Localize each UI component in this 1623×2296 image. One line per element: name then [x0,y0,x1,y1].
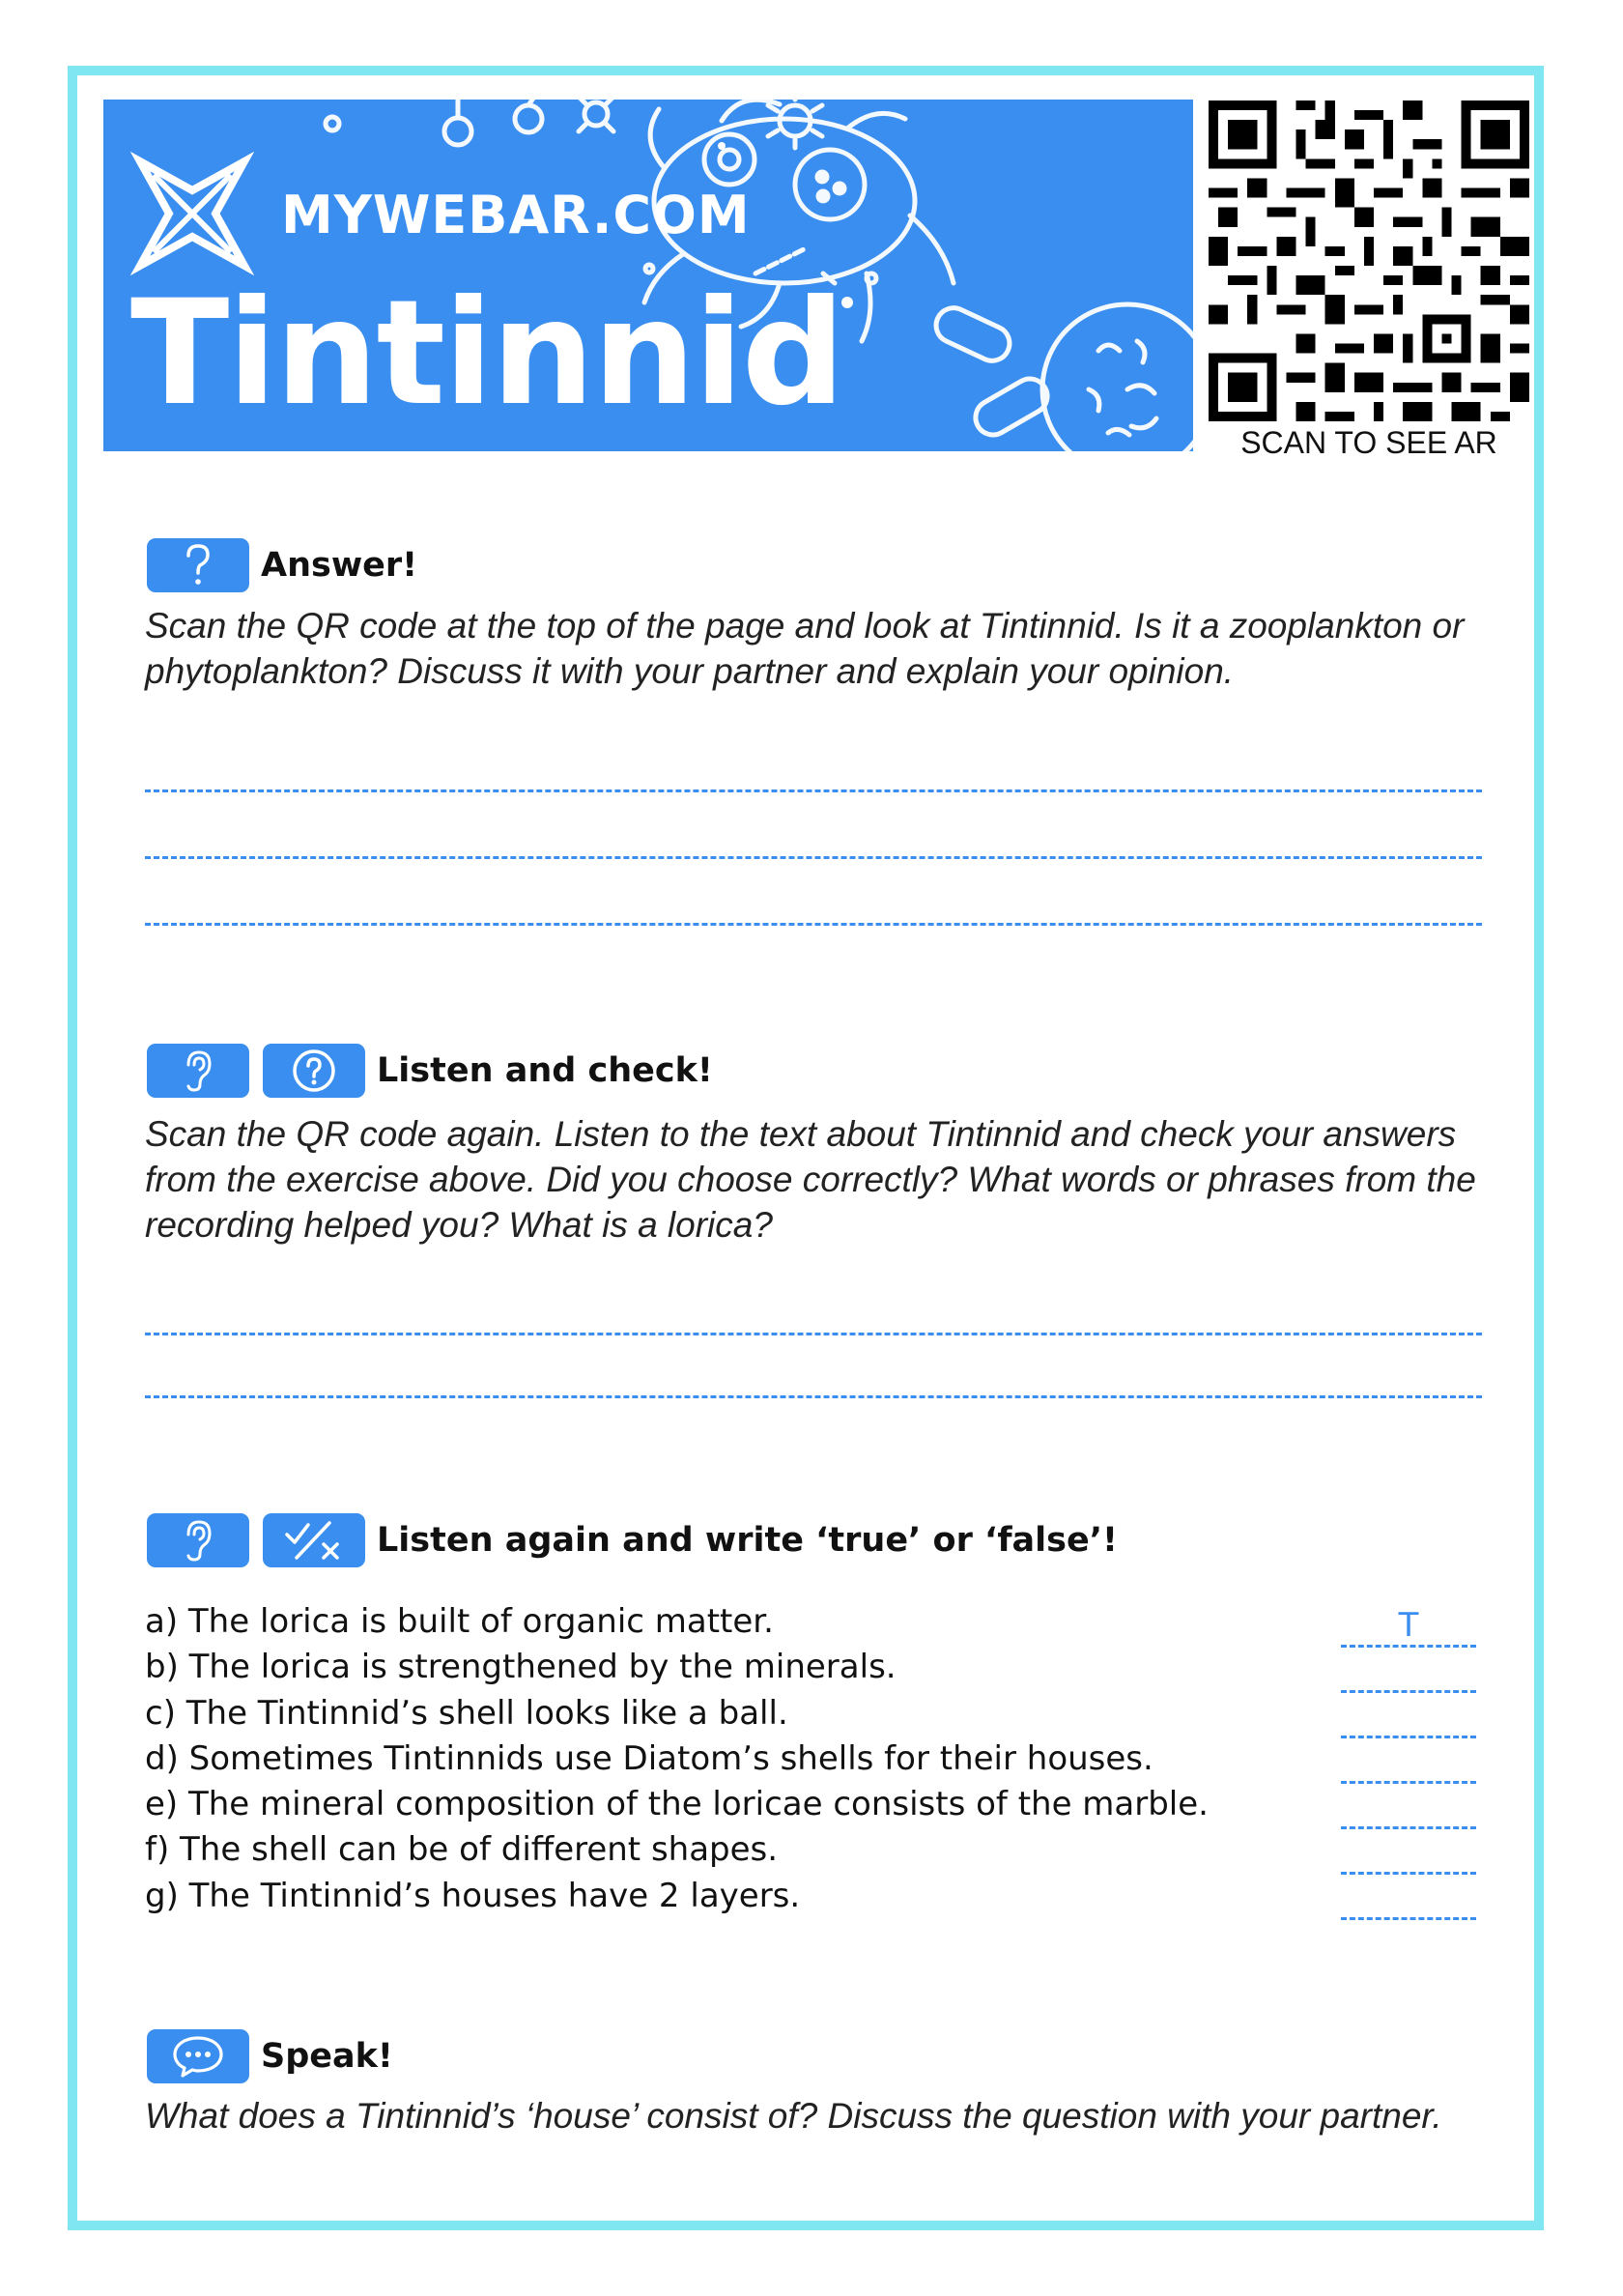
statement-a: a) The lorica is built of organic matter. [145,1602,774,1641]
listen-line-1[interactable] [145,1333,1482,1335]
answer-field-a[interactable]: T [1341,1606,1476,1648]
answer-field-c[interactable] [1341,1697,1476,1738]
question-mark-icon [179,542,217,588]
check-cross-badge [263,1513,365,1567]
answer-field-f[interactable] [1341,1833,1476,1875]
page-title: Tintinnid [130,270,844,438]
ear-badge [147,1044,249,1098]
header-banner [103,100,1193,451]
answer-line-2[interactable] [145,856,1482,859]
answer-heading: Answer! [261,546,418,585]
question-circle-badge [263,1044,365,1098]
listen-check-instructions: Scan the QR code again. Listen to the text about Tintinnid and check your answers from the exercise above. Did you choose correctly? What words or phrases from the recording helped you? What is a lorica? [145,1114,1476,1245]
question-badge [147,538,249,592]
ear-icon [179,1517,217,1564]
statement-list [145,1599,1304,1919]
mywebar-logo [130,152,254,275]
listen-check-heading: Listen and check! [377,1051,713,1090]
question-circle-icon [291,1048,337,1094]
statement-f: f) The shell can be of different shapes. [145,1830,779,1870]
statement-d: d) Sometimes Tintinnids use Diatom’s shells for their houses. [145,1738,1153,1778]
statement-e: e) The mineral composition of the loricae consists of the marble. [145,1785,1209,1824]
speak-heading: Speak! [261,2037,393,2076]
answer-field-e[interactable] [1341,1788,1476,1829]
answer-field-d[interactable] [1341,1742,1476,1784]
speech-badge [147,2029,249,2083]
qr-code[interactable] [1206,100,1532,421]
site-name: MYWEBAR.COM [281,185,751,245]
speak-instructions: What does a Tintinnid’s ‘house’ consist of? Discuss the question with your partner. [145,2096,1442,2136]
ear-badge [147,1513,249,1567]
true-false-heading: Listen again and write ‘true’ or ‘false’! [377,1521,1118,1560]
answer-field-g[interactable] [1341,1879,1476,1920]
qr-caption: SCAN TO SEE AR [1240,425,1497,460]
statement-c: c) The Tintinnid’s shell looks like a ball. [145,1693,788,1733]
answer-field-b[interactable] [1341,1651,1476,1693]
answer-instructions: Scan the QR code at the top of the page and look at Tintinnid. Is it a zooplankton or phytoplankton? Discuss it with your partner and explain your opinion. [145,606,1465,691]
ear-icon [179,1048,217,1094]
statement-b: b) The lorica is strengthened by the minerals. [145,1648,897,1687]
answer-line-3[interactable] [145,923,1482,926]
speech-bubble-icon [171,2034,225,2079]
statement-g: g) The Tintinnid’s houses have 2 layers. [145,1876,801,1915]
listen-line-2[interactable] [145,1395,1482,1398]
answer-line-1[interactable] [145,789,1482,792]
check-cross-icon [283,1519,345,1562]
